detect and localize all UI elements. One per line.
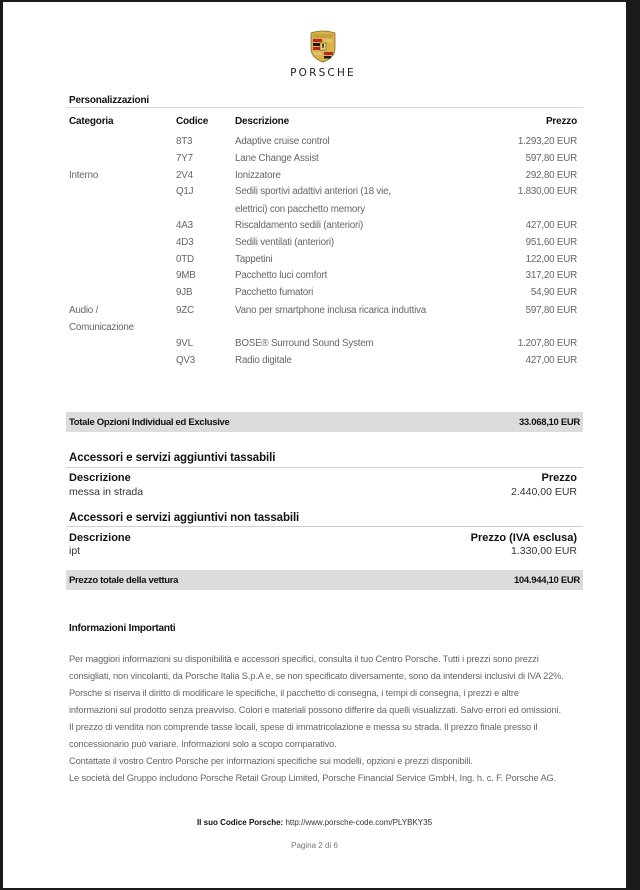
option-price: 122,00 EUR — [525, 254, 577, 265]
info-line: informazioni sul prodotto senza preavviso. Colori e materiali possono differire da quelli visualizzati. Salvo errori ed omissioni. — [69, 705, 561, 715]
header-price: Prezzo — [545, 116, 577, 127]
option-code: 4A3 — [176, 220, 193, 231]
option-price: 951,60 EUR — [525, 237, 577, 248]
document-page — [3, 2, 626, 888]
divider — [66, 467, 583, 468]
non-taxable-header-price: Prezzo (IVA esclusa) — [470, 532, 577, 544]
total-price-label: Prezzo totale della vettura — [69, 575, 179, 586]
option-code: Q1J — [176, 186, 194, 197]
porsche-logo — [273, 30, 373, 79]
option-description: BOSE® Surround Sound System — [235, 338, 374, 349]
non-taxable-header-description: Descrizione — [69, 532, 131, 544]
info-line: Contattate il vostro Centro Porsche per informazioni specifiche sui modelli, opzioni e prezzi disponibili. — [69, 756, 473, 766]
info-line: Per maggiori informazioni su disponibilità e accessori specifici, consulta il tuo Centro Porsche. Tutti i prezzi sono prezzi — [69, 654, 539, 664]
porsche-code-link[interactable]: http://www.porsche-code.com/PLYBKY35 — [285, 818, 433, 827]
header-category: Categoria — [69, 116, 114, 127]
section-title-important-info: Informazioni Importanti — [69, 623, 176, 634]
option-code: 2V4 — [176, 170, 193, 181]
non-taxable-item-description: ipt — [69, 545, 81, 557]
option-code: 7Y7 — [176, 153, 193, 164]
info-line: consigliati, non vincolanti, da Porsche Italia S.p.A e, se non specificato diversamente, sono da intendersi inclusivi di IVA 22%. — [69, 671, 564, 681]
table-row — [3, 170, 626, 187]
option-description: Riscaldamento sedili (anteriori) — [235, 220, 364, 231]
option-description: Tappetini — [235, 254, 273, 265]
option-description: Vano per smartphone inclusa ricarica induttiva — [235, 305, 427, 316]
option-code: 9JB — [176, 287, 193, 298]
taxable-header-price: Prezzo — [541, 472, 577, 484]
option-code: 9MB — [176, 270, 196, 281]
table-row — [3, 287, 626, 304]
option-description: Pacchetto fumatori — [235, 287, 314, 298]
table-row-continuation — [3, 204, 626, 221]
option-description: Radio digitale — [235, 355, 292, 366]
table-header — [3, 116, 626, 133]
option-category: Audio / — [69, 305, 99, 316]
option-code: QV3 — [176, 355, 196, 366]
non-taxable-item-price: 1.330,00 EUR — [511, 545, 577, 557]
option-price: 597,80 EUR — [525, 153, 577, 164]
option-price: 1.830,00 EUR — [517, 186, 577, 197]
info-line: Il prezzo di vendita non comprende tasse locali, spese di immatricolazione e messa su strada. Il prezzo finale presso il — [69, 722, 538, 732]
table-row — [3, 153, 626, 170]
table-row — [3, 355, 626, 372]
header-code: Codice — [176, 116, 209, 127]
option-description-line2: elettrici) con pacchetto memory — [235, 204, 365, 215]
table-row-continuation — [3, 322, 626, 339]
total-options-bar — [66, 412, 583, 432]
option-price: 1.293,20 EUR — [517, 136, 577, 147]
total-price-bar — [66, 570, 583, 590]
option-description: Ionizzatore — [235, 170, 281, 181]
section-title-taxable-accessories: Accessori e servizi aggiuntivi tassabili — [69, 452, 276, 464]
header-description: Descrizione — [235, 116, 289, 127]
table-row — [3, 136, 626, 153]
info-line: Le società del Gruppo includono Porsche Retail Group Limited, Porsche Financial Service GmbH, Ing. h. c. F. Porsche AG. — [69, 773, 557, 783]
taxable-item-price: 2.440,00 EUR — [511, 486, 577, 498]
option-code: 8T3 — [176, 136, 193, 147]
option-category: Interno — [69, 170, 99, 181]
option-description: Adaptive cruise control — [235, 136, 330, 147]
total-options-value: 33.068,10 EUR — [518, 417, 580, 428]
option-code: 4D3 — [176, 237, 194, 248]
option-price: 292,80 EUR — [525, 170, 577, 181]
option-price: 597,80 EUR — [525, 305, 577, 316]
table-row — [3, 338, 626, 355]
taxable-item-description: messa in strada — [69, 486, 144, 498]
table-row — [3, 270, 626, 287]
option-price: 427,00 EUR — [525, 220, 577, 231]
divider — [66, 107, 583, 108]
option-category-line2: Comunicazione — [69, 322, 134, 333]
option-price: 427,00 EUR — [525, 355, 577, 366]
section-title-personalizzazioni: Personalizzazioni — [69, 95, 149, 106]
table-row — [3, 305, 626, 322]
porsche-wordmark: PORSCHE — [290, 67, 356, 79]
option-code: 9VL — [176, 338, 193, 349]
option-code: 0TD — [176, 254, 194, 265]
option-price: 317,20 EUR — [525, 270, 577, 281]
info-line: concessionario può variare. Informazioni solo a scopo comparativo. — [69, 739, 337, 749]
porsche-crest-icon — [310, 30, 336, 63]
table-row — [3, 237, 626, 254]
info-line: Porsche si riserva il diritto di modificare le specifiche, il pacchetto di consegna, i tempi di consegna, i prezzi e altre — [69, 688, 519, 698]
table-row — [3, 220, 626, 237]
table-row — [3, 254, 626, 271]
porsche-code-label: Il suo Codice Porsche: — [196, 818, 284, 827]
option-price: 1.207,80 EUR — [517, 338, 577, 349]
option-description: Lane Change Assist — [235, 153, 319, 164]
important-info-text — [69, 651, 584, 787]
divider — [66, 526, 583, 527]
option-price: 54,90 EUR — [530, 287, 577, 298]
option-description: Pacchetto luci comfort — [235, 270, 327, 281]
table-row — [3, 186, 626, 203]
option-description: Sedili ventilati (anteriori) — [235, 237, 334, 248]
option-code: 9ZC — [176, 305, 194, 316]
option-description: Sedili sportivi adattivi anteriori (18 vie, — [235, 186, 391, 197]
taxable-header-description: Descrizione — [69, 472, 131, 484]
section-title-non-taxable-accessories: Accessori e servizi aggiuntivi non tassabili — [69, 512, 300, 524]
page-number: Pagina 2 di 6 — [291, 841, 338, 850]
total-options-label: Totale Opzioni Individual ed Exclusive — [69, 417, 230, 428]
total-price-value: 104.944,10 EUR — [513, 575, 580, 586]
porsche-code-line — [3, 818, 626, 827]
